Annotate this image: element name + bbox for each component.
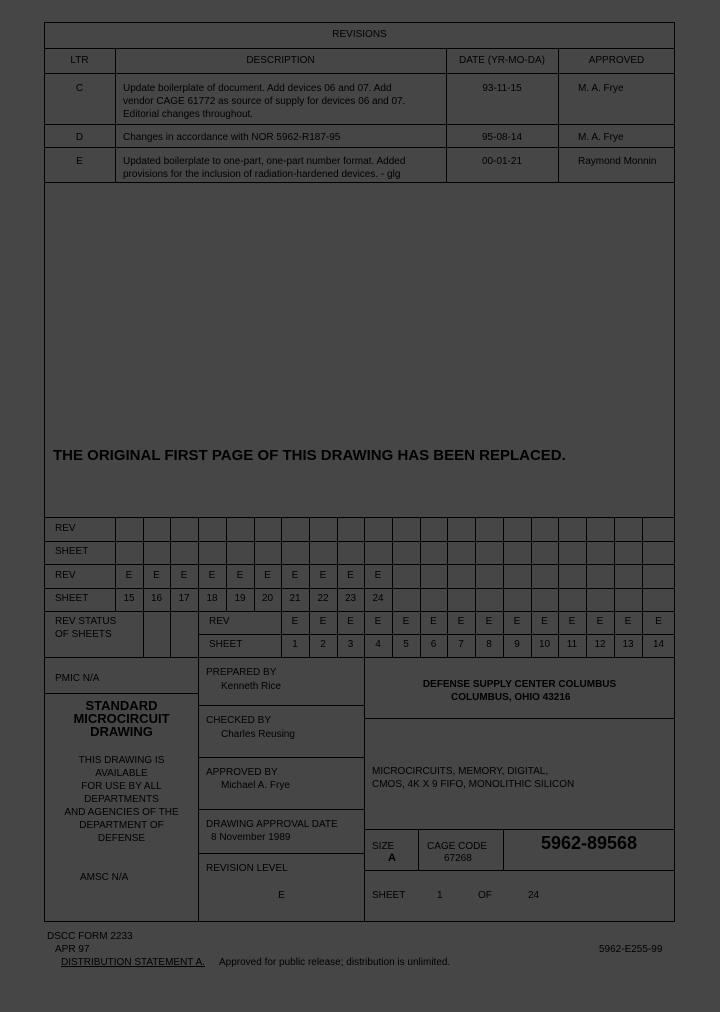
checked-by-name: Charles Reusing bbox=[221, 729, 295, 740]
replaced-notice: THE ORIGINAL FIRST PAGE OF THIS DRAWING HAS BEEN REPLACED. bbox=[53, 447, 566, 464]
standard-title: MICROCIRCUIT bbox=[73, 711, 170, 726]
rev-status-sheet-cell: 11 bbox=[566, 639, 578, 650]
cage-code-label: CAGE CODE bbox=[427, 841, 488, 852]
grid-sheet-cell: 21 bbox=[289, 593, 301, 604]
grid-rev-cell: E bbox=[125, 570, 133, 581]
grid-sheet-cell: 15 bbox=[123, 593, 135, 604]
rev-status-cell: E bbox=[319, 616, 327, 627]
revision-desc-line: provisions for the inclusion of radiation-hardened devices. - glg bbox=[123, 169, 401, 180]
grid-rev-cell: E bbox=[347, 570, 354, 581]
col-header-ltr: LTR bbox=[70, 55, 89, 66]
pmic-label: PMIC N/A bbox=[55, 673, 100, 684]
grid-label-sheet: SHEET bbox=[55, 593, 89, 604]
revisions-title: REVISIONS bbox=[332, 29, 387, 40]
form-number: DSCC FORM 2233 bbox=[47, 931, 133, 942]
rev-status-sheet-cell: 1 bbox=[292, 639, 298, 650]
standard-title: DRAWING bbox=[90, 724, 153, 739]
cage-code-value: 67268 bbox=[444, 853, 472, 864]
revision-date: 00-01-21 bbox=[481, 156, 523, 167]
revision-desc-line: Changes in accordance with NOR 5962-R187-95 bbox=[123, 132, 341, 143]
availability-line: FOR USE BY ALL bbox=[81, 781, 162, 792]
rev-status-label: REV STATUS bbox=[55, 616, 117, 627]
rev-status-cell: E bbox=[347, 616, 354, 627]
grid-sheet-cell: 22 bbox=[317, 593, 329, 604]
form-date: APR 97 bbox=[55, 944, 90, 955]
revision-approver: M. A. Frye bbox=[578, 83, 624, 94]
rev-status-sheet-label: SHEET bbox=[209, 639, 243, 650]
col-header-date: DATE (YR-MO-DA) bbox=[459, 55, 545, 66]
device-title: MICROCIRCUITS, MEMORY, DIGITAL, bbox=[372, 766, 549, 777]
revision-level-label: REVISION LEVEL bbox=[206, 863, 288, 874]
agency-address: COLUMBUS, OHIO 43216 bbox=[451, 692, 571, 703]
availability-line: DEFENSE bbox=[97, 833, 146, 844]
rev-status-rev-label: REV bbox=[209, 616, 230, 627]
approval-date-label: DRAWING APPROVAL DATE bbox=[206, 819, 338, 830]
grid-rev-cell: E bbox=[236, 570, 244, 581]
size-label: SIZE bbox=[372, 841, 395, 852]
revision-ltr: C bbox=[75, 83, 84, 94]
grid-sheet-cell: 17 bbox=[178, 593, 190, 604]
standard-title: STANDARD bbox=[85, 698, 158, 713]
grid-label-rev: REV bbox=[55, 523, 76, 534]
distribution-statement-label: DISTRIBUTION STATEMENT A. bbox=[61, 957, 205, 968]
prepared-by-name: Kenneth Rice bbox=[221, 681, 282, 692]
grid-rev-cell: E bbox=[180, 570, 188, 581]
availability-line: DEPARTMENT OF bbox=[79, 820, 164, 831]
doc-number: 5962-89568 bbox=[540, 833, 638, 853]
rev-status-cell: E bbox=[624, 616, 632, 627]
sheet-number: 1 bbox=[437, 890, 443, 901]
grid-rev-cell: E bbox=[264, 570, 271, 581]
rev-status-cell: E bbox=[291, 616, 299, 627]
availability-line: THIS DRAWING IS bbox=[78, 755, 165, 766]
approved-by-label: APPROVED BY bbox=[206, 767, 278, 778]
rev-status-sheet-cell: 5 bbox=[403, 639, 409, 650]
rev-status-sheet-cell: 6 bbox=[430, 639, 437, 650]
device-title: CMOS, 4K X 9 FIFO, MONOLITHIC SILICON bbox=[372, 779, 575, 790]
doc-reference: 5962-E255-99 bbox=[599, 944, 663, 955]
distribution-statement-text: Approved for public release; distribution is unlimited. bbox=[219, 957, 451, 968]
rev-status-cell: E bbox=[513, 616, 521, 627]
revision-desc-line: Updated boilerplate to one-part, one-part number format. Added bbox=[123, 156, 406, 167]
rev-status-sheet-cell: 3 bbox=[347, 639, 354, 650]
rev-status-cell: E bbox=[541, 616, 548, 627]
rev-status-cell: E bbox=[402, 616, 410, 627]
rev-status-sheet-cell: 9 bbox=[514, 639, 520, 650]
agency-name: DEFENSE SUPPLY CENTER COLUMBUS bbox=[422, 679, 617, 690]
size-value: A bbox=[388, 852, 396, 864]
grid-sheet-cell: 19 bbox=[234, 593, 246, 604]
revision-approver: M. A. Frye bbox=[578, 132, 624, 143]
approved-by-name: Michael A. Frye bbox=[221, 780, 290, 791]
revision-desc-line: Editorial changes throughout. bbox=[123, 109, 254, 120]
grid-rev-cell: E bbox=[291, 570, 299, 581]
grid-sheet-cell: 20 bbox=[261, 593, 274, 604]
revision-desc-line: vendor CAGE 61772 as source of supply for devices 06 and 07. bbox=[123, 96, 406, 107]
sheet-label: SHEET bbox=[372, 890, 406, 901]
revision-date: 95-08-14 bbox=[481, 132, 523, 143]
rev-status-cell: E bbox=[430, 616, 437, 627]
grid-rev-cell: E bbox=[153, 570, 160, 581]
rev-status-sheet-cell: 4 bbox=[375, 639, 381, 650]
rev-status-sheet-cell: 10 bbox=[538, 639, 551, 650]
availability-line: DEPARTMENTS bbox=[84, 794, 159, 805]
grid-sheet-cell: 23 bbox=[344, 593, 357, 604]
sheet-cell bbox=[364, 870, 675, 922]
revision-desc-line: Update boilerplate of document. Add devices 06 and 07. Add bbox=[123, 83, 392, 94]
rev-status-label: OF SHEETS bbox=[55, 629, 112, 640]
amsc-label: AMSC N/A bbox=[80, 872, 129, 883]
rev-status-cell: E bbox=[568, 616, 576, 627]
revision-level-value: E bbox=[278, 890, 285, 901]
col-header-description: DESCRIPTION bbox=[246, 55, 315, 66]
rev-status-sheet-cell: 13 bbox=[622, 639, 634, 650]
revision-approver: Raymond Monnin bbox=[578, 156, 657, 167]
revision-date: 93-11-15 bbox=[482, 83, 522, 94]
col-header-approved: APPROVED bbox=[588, 55, 645, 66]
sheet-of-label: OF bbox=[478, 890, 492, 901]
grid-rev-cell: E bbox=[374, 570, 382, 581]
revision-ltr: D bbox=[75, 132, 84, 143]
rev-status-cell: E bbox=[374, 616, 382, 627]
rev-status-sheet-cell: 2 bbox=[320, 639, 326, 650]
rev-status-cell: E bbox=[596, 616, 604, 627]
rev-status-sheet-cell: 12 bbox=[594, 639, 606, 650]
approval-date-value: 8 November 1989 bbox=[211, 832, 291, 843]
grid-rev-cell: E bbox=[319, 570, 327, 581]
rev-status-cell: E bbox=[655, 616, 662, 627]
availability-line: AVAILABLE bbox=[95, 768, 148, 779]
grid-rev-cell: E bbox=[208, 570, 216, 581]
checked-by-label: CHECKED BY bbox=[206, 715, 272, 726]
sheet-total: 24 bbox=[528, 890, 540, 901]
grid-sheet-cell: 24 bbox=[372, 593, 384, 604]
rev-status-sheet-cell: 8 bbox=[486, 639, 492, 650]
prepared-by-label: PREPARED BY bbox=[206, 667, 277, 678]
grid-label-sheet: SHEET bbox=[55, 546, 89, 557]
rev-status-sheet-cell: 14 bbox=[652, 639, 665, 650]
grid-label-rev: REV bbox=[55, 570, 76, 581]
grid-sheet-cell: 16 bbox=[150, 593, 163, 604]
rev-status-sheet-cell: 7 bbox=[458, 639, 464, 650]
revision-ltr: E bbox=[76, 156, 83, 167]
rev-status-cell: E bbox=[457, 616, 465, 627]
grid-sheet-cell: 18 bbox=[206, 593, 218, 604]
rev-status-cell: E bbox=[485, 616, 493, 627]
availability-line: AND AGENCIES OF THE bbox=[64, 807, 179, 818]
